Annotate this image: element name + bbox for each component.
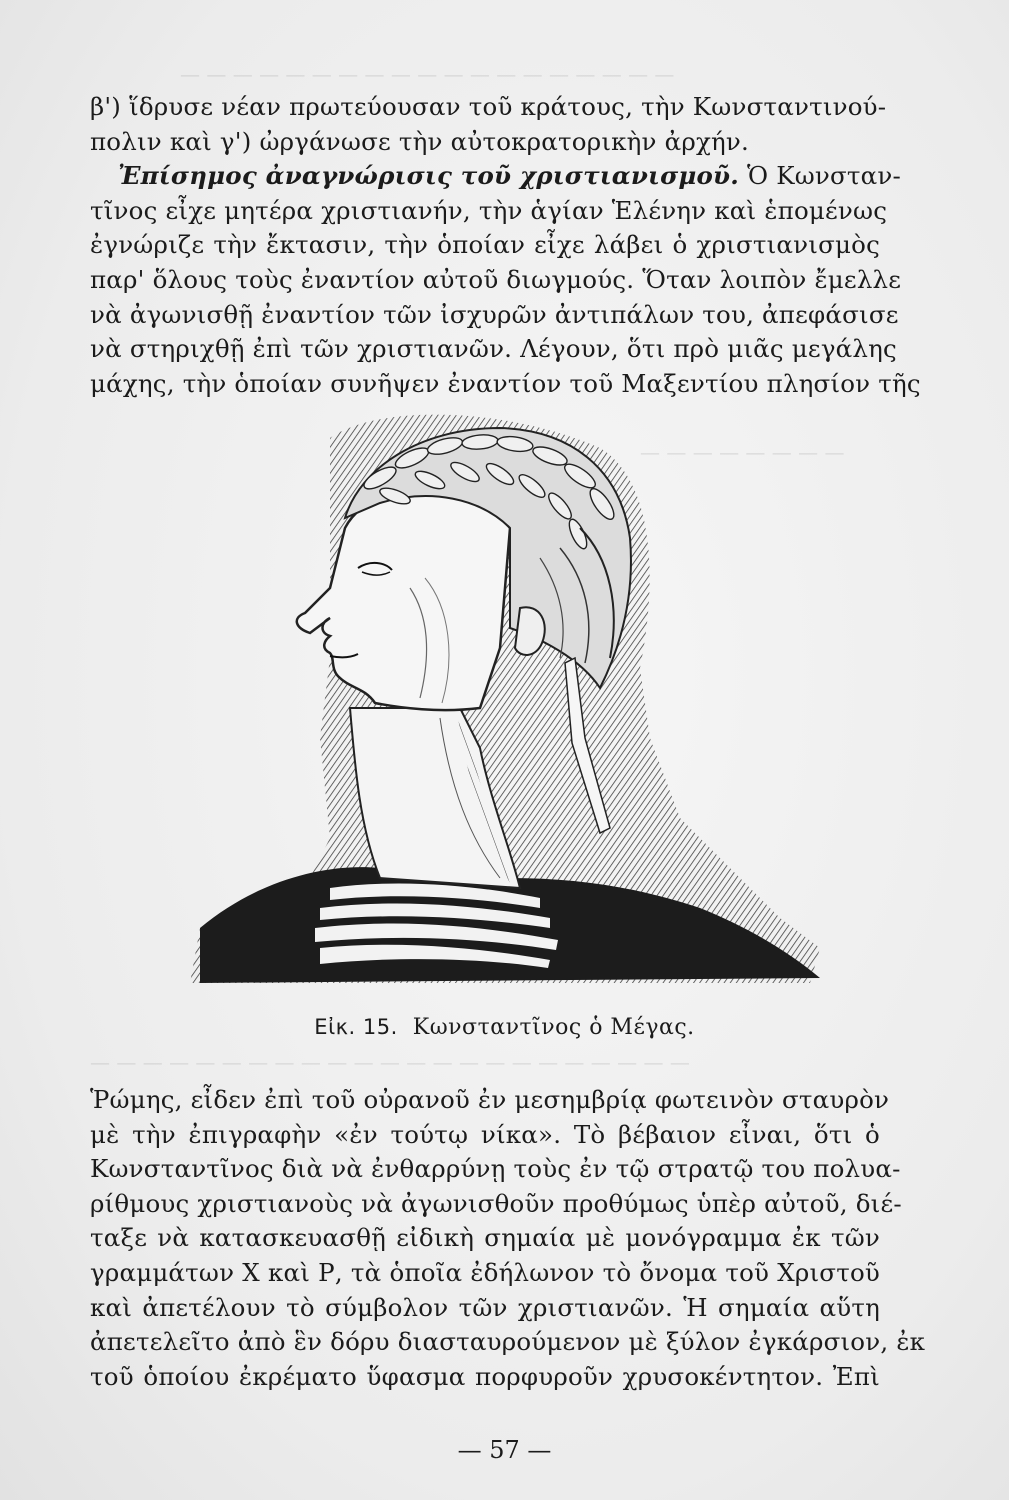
figure-caption <box>0 1015 1009 1040</box>
text-line: παρ' ὅλους τοὺς ἐναντίον αὐτοῦ διωγμούς. Ὅταν λοιπὸν ἔμελλε <box>90 264 902 294</box>
text-line: ἀπετελεῖτο ἀπὸ ἓν δόρυ διασταυρούμενον μὲ ξύλον ἐγκάρσιον, ἐκ <box>90 1327 926 1357</box>
text-line: ταξε νὰ κατασκευασθῇ εἰδικὴ σημαία μὲ μονόγραμμα ἐκ τῶν <box>90 1223 880 1253</box>
text-line: μάχης, τὴν ὁποίαν συνῆψεν ἐναντίον τοῦ Μαξεντίου πλησίον τῆς <box>90 368 921 398</box>
text-line: καὶ ἀπετέλουν τὸ σύμβολον τῶν χριστιανῶν. Ἡ σημαία αὕτη <box>90 1292 880 1322</box>
text-line: τοῦ ὁποίου ἐκρέματο ὕφασμα πορφυροῦν χρυσοκέντητον. Ἐπὶ <box>90 1361 880 1391</box>
bottom-text-block <box>90 1083 926 1394</box>
constantine-bust-illustration <box>180 408 870 1008</box>
text-line: γραμμάτων Χ καὶ Ρ, τὰ ὁποῖα ἐδήλωνον τὸ ὄνομα τοῦ Χριστοῦ <box>90 1257 880 1287</box>
text-line: τῖνος εἶχε μητέρα χριστιανήν, τὴν ἁγίαν Ἑλένην καὶ ἑπομένως <box>90 195 888 225</box>
figure-caption-label: Εἰκ. 15. <box>314 1015 398 1039</box>
text-line: β') ἵδρυσε νέαν πρωτεύουσαν τοῦ κράτους, τὴν Κωνσταντινού- <box>90 92 887 121</box>
text-line: Ῥώμης, εἶδεν ἐπὶ τοῦ οὐρανοῦ ἐν μεσημβρίᾳ φωτεινὸν σταυρὸν <box>90 1085 890 1114</box>
text-line: ρίθμους χριστιανοὺς νὰ ἀγωνισθοῦν προθύμως ὑπὲρ αὐτοῦ, διέ- <box>90 1188 902 1218</box>
section-heading: Ἐπίσημος ἀναγνώρισις τοῦ χριστιανισμοῦ. <box>118 161 739 191</box>
text-fragment: Ὁ Κωνσταν- <box>746 161 901 191</box>
figure-caption-text: Κωνσταντῖνος ὁ Μέγας. <box>412 1015 695 1040</box>
text-line: νὰ στηριχθῇ ἐπὶ τῶν χριστιανῶν. Λέγουν, ὅτι πρὸ μιᾶς μεγάλης <box>90 334 897 364</box>
show-through-decoration: — — — — — — — — — — — — — — — — — — — — — — — <box>90 1050 690 1074</box>
text-line: ἐγνώριζε τὴν ἔκτασιν, τὴν ὁποίαν εἶχε λάβει ὁ χριστιανισμὸς <box>90 230 880 260</box>
text-line: πολιν καὶ γ') ὠργάνωσε τὴν αὐτοκρατορικὴν ἀρχήν. <box>90 126 749 156</box>
text-line: μὲ τὴν ἐπιγραφὴν «ἐν τούτῳ νίκα». Τὸ βέβαιον εἶναι, ὅτι ὁ <box>90 1119 880 1149</box>
show-through-decoration: — — — — — — — — <box>640 440 845 464</box>
text-line: νὰ ἀγωνισθῇ ἐναντίον τῶν ἰσχυρῶν ἀντιπάλων του, ἀπεφάσισε <box>90 299 899 329</box>
top-text-block <box>90 90 921 401</box>
section-heading-line <box>90 159 901 194</box>
text-line: Κωνσταντῖνος διὰ νὰ ἐνθαρρύνῃ τοὺς ἐν τῷ στρατῷ του πολυα- <box>90 1154 901 1184</box>
show-through-decoration: — — — — — — — — — — — — — — — — — — — <box>180 62 675 86</box>
page-number: — 57 — <box>457 1436 552 1464</box>
constantine-portrait-figure <box>180 408 870 1008</box>
